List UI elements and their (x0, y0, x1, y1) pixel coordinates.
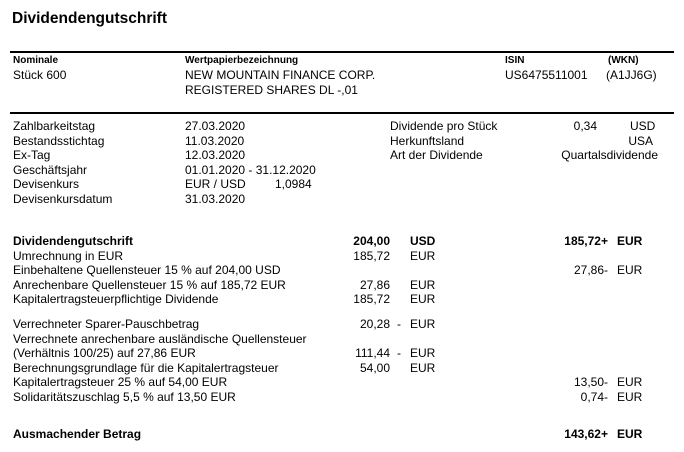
detail-value-bestandsstichtag: 11.03.2020 (185, 134, 245, 148)
security-name-line2: REGISTERED SHARES DL -,01 (185, 83, 358, 97)
detail-value-geschaeftsjahr: 01.01.2020 - 31.12.2020 (185, 163, 316, 177)
calc-currency-sparer-pauschbetrag: EUR (410, 317, 436, 331)
calc-currency-kapitalertragsteuer: EUR (617, 375, 643, 389)
calc-amount-sparer-pauschbetrag: 20,28 (359, 317, 390, 331)
calc-currency-umrechnung: EUR (410, 249, 436, 263)
detail-label-herkunftsland: Herkunftsland (390, 134, 465, 148)
calc-currency-kest-pflichtige-dividende: EUR (410, 292, 436, 306)
calc-amount-kapitalertragsteuer: 13,50- (573, 375, 608, 389)
calc-currency-berechnungsgrundlage: EUR (410, 361, 436, 375)
detail-value-dividende-pro-stueck: 0,34 (573, 119, 597, 133)
calc-label-verrechnete-quellensteuer-line2: (Verhältnis 100/25) auf 27,86 EUR (13, 346, 196, 360)
detail-label-art-der-dividende: Art der Dividende (390, 148, 483, 162)
calc-amount-kest-pflichtige-dividende: 185,72 (353, 292, 390, 306)
calc-label-anrechenbare-quellensteuer: Anrechenbare Quellensteuer 15 % auf 185,72 EUR (13, 278, 286, 292)
calc-label-verrechnete-quellensteuer-line1: Verrechnete anrechenbare ausländische Quellensteuer (13, 332, 307, 346)
nominale-value: Stück 600 (13, 68, 67, 82)
detail-value-devisenkursdatum: 31.03.2020 (185, 192, 246, 206)
detail-label-dividende-pro-stueck: Dividende pro Stück (390, 119, 498, 133)
column-header-wertpapierbezeichnung: Wertpapierbezeichnung (185, 55, 299, 66)
page-title: Dividendengutschrift (12, 10, 168, 27)
detail-label-bestandsstichtag: Bestandsstichtag (13, 134, 105, 148)
calc-label-einbehaltene-quellensteuer: Einbehaltene Quellensteuer 15 % auf 204,00 USD (13, 263, 281, 277)
detail-value-zahlbarkeitstag: 27.03.2020 (185, 119, 246, 133)
calc-currency-verrechnete-quellensteuer: EUR (410, 346, 436, 360)
calc-sign-verrechnete-quellensteuer: - (397, 346, 401, 360)
column-header-isin: ISIN (505, 55, 525, 66)
detail-label-devisenkurs: Devisenkurs (13, 177, 80, 191)
total-amount: 143,62+ (564, 427, 608, 441)
calc-label-solidaritaetszuschlag: Solidaritätszuschlag 5,5 % auf 13,50 EUR (13, 390, 236, 404)
calc-currency-einbehaltene-quellensteuer: EUR (617, 263, 643, 277)
detail-label-geschaeftsjahr: Geschäftsjahr (13, 163, 88, 177)
detail-value-herkunftsland: USA (628, 134, 653, 148)
detail-value-art-der-dividende: Quartalsdividende (561, 148, 658, 162)
calc-amount-berechnungsgrundlage: 54,00 (359, 361, 390, 375)
divider-security (10, 112, 674, 114)
detail-value-devisenkurs-rate: 1,0984 (275, 177, 312, 191)
calc-currency-gross-usd: USD (410, 234, 436, 248)
calc-label-berechnungsgrundlage: Berechnungsgrundlage für die Kapitalertragsteuer (13, 361, 279, 375)
detail-label-devisenkursdatum: Devisenkursdatum (13, 192, 113, 206)
calc-currency-solidaritaetszuschlag: EUR (617, 390, 643, 404)
calc-amount-verrechnete-quellensteuer: 111,44 (355, 346, 390, 360)
calc-amount-solidaritaetszuschlag: 0,74- (580, 390, 608, 404)
calc-label-kapitalertragsteuer: Kapitalertragsteuer 25 % auf 54,00 EUR (13, 375, 228, 389)
calc-amount-gross-eur: 185,72+ (564, 234, 608, 248)
calc-label-sparer-pauschbetrag: Verrechneter Sparer-Pauschbetrag (13, 317, 200, 331)
column-header-nominale: Nominale (13, 55, 59, 66)
detail-label-ex-tag: Ex-Tag (13, 148, 51, 162)
calc-label-umrechnung: Umrechnung in EUR (13, 249, 124, 263)
total-label: Ausmachender Betrag (13, 427, 142, 441)
calc-currency-gross-eur: EUR (617, 234, 643, 248)
detail-currency-dividende-pro-stueck: USD (630, 119, 656, 133)
wkn-value: (A1JJ6G) (606, 68, 657, 82)
total-currency: EUR (617, 427, 643, 441)
detail-value-devisenkurs-pair: EUR / USD (185, 177, 246, 191)
calc-currency-anrechenbare-quellensteuer: EUR (410, 278, 436, 292)
isin-value: US6475511001 (505, 68, 588, 82)
calc-amount-einbehaltene-quellensteuer: 27,86- (573, 263, 608, 277)
detail-value-ex-tag: 12.03.2020 (185, 148, 246, 162)
detail-label-zahlbarkeitstag: Zahlbarkeitstag (13, 119, 96, 133)
calc-amount-gross-usd: 204,00 (353, 234, 390, 248)
calc-label-kest-pflichtige-dividende: Kapitalertragsteuerpflichtige Dividende (13, 292, 219, 306)
calc-label-dividendengutschrift: Dividendengutschrift (13, 234, 134, 248)
calc-amount-anrechenbare-quellensteuer: 27,86 (359, 278, 390, 292)
security-name-line1: NEW MOUNTAIN FINANCE CORP. (185, 68, 376, 82)
column-header-wkn: (WKN) (608, 55, 639, 66)
calc-sign-sparer-pauschbetrag: - (397, 317, 401, 331)
calc-amount-umrechnung: 185,72 (353, 249, 390, 263)
divider-top (10, 51, 674, 53)
